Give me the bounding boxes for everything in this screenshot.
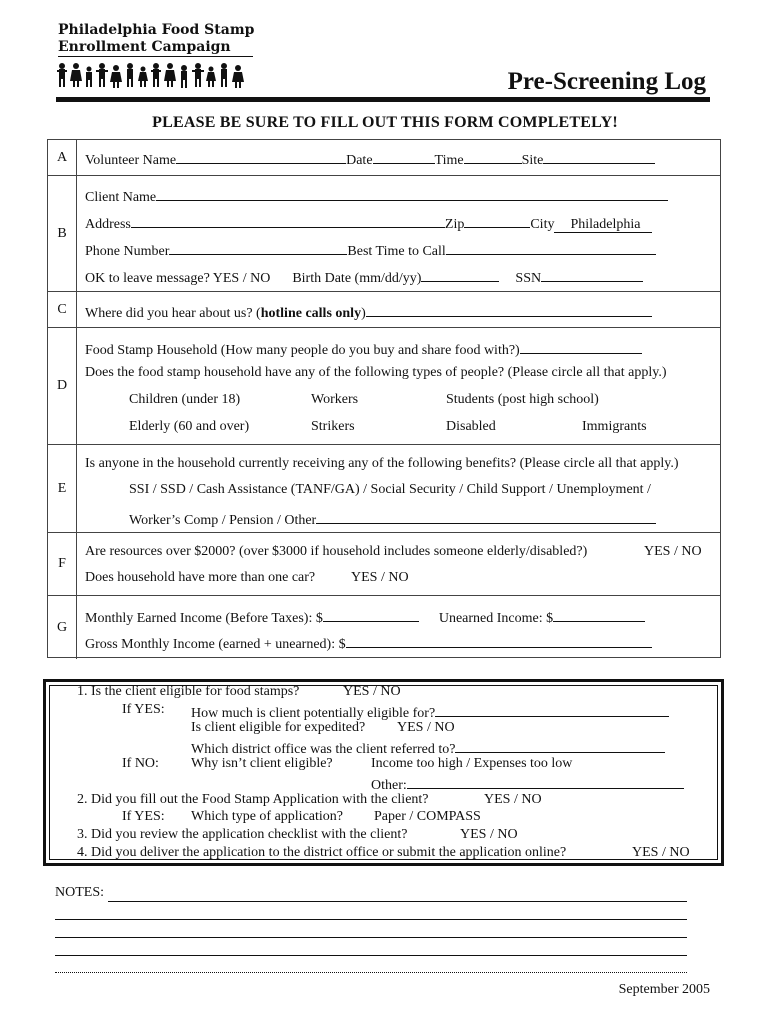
notes-label: NOTES: xyxy=(55,885,104,900)
revision-date: September 2005 xyxy=(618,982,710,997)
ok-message-choice[interactable]: OK to leave message? YES / NO xyxy=(85,271,271,286)
section-g: G Monthly Earned Income (Before Taxes): $ Unearned Income: $ Gross Monthly Income (earned + unearned): $ xyxy=(48,596,720,659)
household-size-field[interactable] xyxy=(520,339,642,354)
section-letter: D xyxy=(48,328,77,444)
checklist-answer[interactable]: YES / NO xyxy=(460,827,518,842)
benefits-options-2[interactable]: Worker’s Comp / Pension / Other xyxy=(129,513,317,528)
option-students[interactable]: Students (post high school) xyxy=(446,392,599,407)
benefits-options[interactable]: SSI / SSD / Cash Assistance (TANF/GA) / Social Security / Child Support / Unemployment / xyxy=(129,482,651,497)
people-figures-logo xyxy=(55,62,245,88)
screening-table xyxy=(47,139,721,658)
section-letter: E xyxy=(48,445,77,532)
section-b: B Client Name Address Zip City Philadelphia Phone Number Best Time to Call OK to leave message? YES / NO Birth Date (mm/dd/yy) SSN xyxy=(48,176,720,292)
unearned-income-field[interactable] xyxy=(553,607,645,622)
form-instruction: PLEASE BE SURE TO FILL OUT THIS FORM COMPLETELY! xyxy=(152,114,618,131)
zip-field[interactable] xyxy=(464,213,530,228)
notes-line[interactable] xyxy=(55,955,687,956)
notes-line[interactable] xyxy=(55,972,687,973)
notes-line[interactable] xyxy=(108,901,687,902)
section-letter: F xyxy=(48,533,77,595)
organization-name xyxy=(58,22,254,57)
application-filled-answer[interactable]: YES / NO xyxy=(484,792,542,807)
section-letter: B xyxy=(48,176,77,291)
referral-source-field[interactable] xyxy=(366,302,652,317)
expedited-answer[interactable]: YES / NO xyxy=(397,720,455,735)
org-line-2: Enrollment Campaign xyxy=(58,39,253,57)
section-a: A Volunteer Name Date Time Site xyxy=(48,140,720,176)
notes-line[interactable] xyxy=(55,919,687,920)
birth-date-field[interactable] xyxy=(421,267,499,282)
section-letter: C xyxy=(48,292,77,327)
car-answer[interactable]: YES / NO xyxy=(351,570,409,585)
application-type-answer[interactable]: Paper / COMPASS xyxy=(374,809,481,824)
org-line-1: Philadelphia Food Stamp xyxy=(58,22,255,38)
volunteer-name-field[interactable] xyxy=(176,149,346,164)
best-time-field[interactable] xyxy=(446,240,656,255)
option-elderly[interactable]: Elderly (60 and over) xyxy=(129,419,250,434)
earned-income-field[interactable] xyxy=(323,607,419,622)
other-reason-field[interactable] xyxy=(407,774,684,789)
notes-line[interactable] xyxy=(55,937,687,938)
delivered-answer[interactable]: YES / NO xyxy=(632,845,690,860)
address-field[interactable] xyxy=(131,213,445,228)
section-e: E Is anyone in the household currently receiving any of the following benefits? (Please circle all that apply.) SSI / SSD / Cash Assistance (TANF/GA) / Social Security / Child Support / Unemployment / Worker’s Comp / Pension / Other xyxy=(48,445,720,533)
option-children[interactable]: Children (under 18) xyxy=(129,392,241,407)
site-field[interactable] xyxy=(543,149,655,164)
time-field[interactable] xyxy=(464,149,522,164)
section-c: C Where did you hear about us? (hotline calls only) xyxy=(48,292,720,328)
ssn-field[interactable] xyxy=(541,267,643,282)
phone-field[interactable] xyxy=(169,240,347,255)
resources-answer[interactable]: YES / NO xyxy=(644,544,702,559)
option-strikers[interactable]: Strikers xyxy=(311,419,355,434)
section-f: F Are resources over $2000? (over $3000 if household includes someone elderly/disabled?) YES / NO Does household have more than one car? YES / NO xyxy=(48,533,720,596)
option-workers[interactable]: Workers xyxy=(311,392,359,407)
section-letter: G xyxy=(48,596,77,659)
gross-income-field[interactable] xyxy=(346,633,652,648)
ineligible-reason[interactable]: Income too high / Expenses too low xyxy=(371,756,573,771)
district-office-field[interactable] xyxy=(455,738,665,753)
other-benefit-field[interactable] xyxy=(316,509,656,524)
option-immigrants[interactable]: Immigrants xyxy=(582,419,647,434)
header-rule xyxy=(56,97,710,102)
city-field[interactable]: Philadelphia xyxy=(554,217,652,233)
option-disabled[interactable]: Disabled xyxy=(446,419,496,434)
benefit-amount-field[interactable] xyxy=(435,702,669,717)
eligible-answer[interactable]: YES / NO xyxy=(343,684,401,699)
section-d: D Food Stamp Household (How many people do you buy and share food with?) Does the food stamp household have any of the following types of people? (Please circle all that apply.) Children (under 18) Workers Students (post high school) Elderly (60 and over) Strikers Disabled Immigrants xyxy=(48,328,720,445)
client-name-field[interactable] xyxy=(156,186,668,201)
date-field[interactable] xyxy=(373,149,435,164)
section-letter: A xyxy=(48,140,77,175)
form-title: Pre-Screening Log xyxy=(507,68,706,95)
